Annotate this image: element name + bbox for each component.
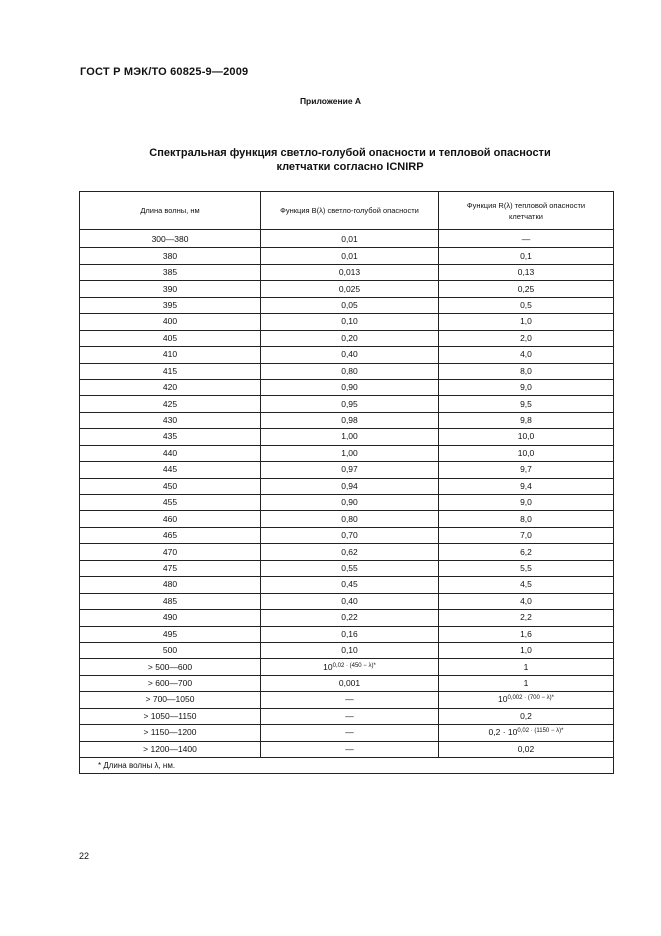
table-row — [80, 577, 614, 593]
cell-thermal-hazard: 1,0 — [439, 642, 614, 658]
cell-blue-hazard: 0,45 — [261, 577, 439, 593]
table-row — [80, 330, 614, 346]
cell-thermal-hazard: 8,0 — [439, 363, 614, 379]
cell-thermal-hazard: 6,2 — [439, 544, 614, 560]
table-row — [80, 511, 614, 527]
cell-wavelength: > 1050—1150 — [80, 708, 261, 724]
cell-thermal-hazard: 9,8 — [439, 412, 614, 428]
cell-wavelength: > 500—600 — [80, 659, 261, 675]
formula-base: 10 — [323, 661, 333, 672]
document-code: ГОСТ Р МЭК/ТО 60825-9—2009 — [80, 66, 249, 78]
table-row — [80, 281, 614, 297]
cell-thermal-hazard: 10,0 — [439, 445, 614, 461]
cell-blue-hazard: 0,90 — [261, 495, 439, 511]
cell-wavelength: 480 — [80, 577, 261, 593]
table-row — [80, 379, 614, 395]
cell-wavelength: 415 — [80, 363, 261, 379]
cell-thermal-hazard: 9,7 — [439, 462, 614, 478]
table-row — [80, 741, 614, 757]
cell-thermal-hazard: 1 — [439, 659, 614, 675]
cell-thermal-hazard: 4,0 — [439, 593, 614, 609]
table-row — [80, 725, 614, 741]
table-row — [80, 610, 614, 626]
table-row — [80, 445, 614, 461]
table-row — [80, 412, 614, 428]
header-thermal-hazard — [439, 192, 614, 230]
cell-blue-hazard: 0,80 — [261, 363, 439, 379]
cell-blue-hazard: 0,05 — [261, 297, 439, 313]
cell-blue-hazard: 0,22 — [261, 610, 439, 626]
table-row — [80, 544, 614, 560]
cell-blue-hazard: 0,40 — [261, 593, 439, 609]
cell-blue-hazard: 0,94 — [261, 478, 439, 494]
cell-thermal-hazard: 0,1 — [439, 248, 614, 264]
table-row — [80, 478, 614, 494]
cell-thermal-hazard: 0,25 — [439, 281, 614, 297]
table-row — [80, 396, 614, 412]
cell-wavelength: > 1150—1200 — [80, 725, 261, 741]
cell-wavelength: 420 — [80, 379, 261, 395]
cell-wavelength: 445 — [80, 462, 261, 478]
cell-thermal-hazard — [439, 725, 614, 741]
cell-blue-hazard: 0,001 — [261, 675, 439, 691]
cell-blue-hazard: — — [261, 725, 439, 741]
formula-base: 10 — [498, 694, 508, 705]
table-row — [80, 230, 614, 248]
cell-wavelength: 425 — [80, 396, 261, 412]
table-row — [80, 692, 614, 708]
cell-thermal-hazard: 5,5 — [439, 560, 614, 576]
formula-exponent: 0,02 · (1150 − λ)* — [517, 728, 564, 735]
cell-wavelength: 450 — [80, 478, 261, 494]
cell-wavelength: 500 — [80, 642, 261, 658]
cell-thermal-hazard: 4,0 — [439, 347, 614, 363]
cell-thermal-hazard: 9,4 — [439, 478, 614, 494]
cell-thermal-hazard: 0,02 — [439, 741, 614, 757]
footnote-row — [80, 758, 614, 774]
cell-thermal-hazard: 1,6 — [439, 626, 614, 642]
table-row — [80, 363, 614, 379]
cell-blue-hazard: 0,90 — [261, 379, 439, 395]
footnote: * Длина волны λ, нм. — [80, 758, 614, 774]
cell-blue-hazard: 0,10 — [261, 642, 439, 658]
cell-wavelength: > 1200—1400 — [80, 741, 261, 757]
cell-wavelength: 400 — [80, 314, 261, 330]
cell-blue-hazard: 0,01 — [261, 230, 439, 248]
cell-blue-hazard: — — [261, 708, 439, 724]
cell-blue-hazard: 0,62 — [261, 544, 439, 560]
cell-thermal-hazard: 9,0 — [439, 495, 614, 511]
cell-wavelength: 380 — [80, 248, 261, 264]
cell-wavelength: 465 — [80, 527, 261, 543]
table-row — [80, 593, 614, 609]
cell-wavelength: 385 — [80, 264, 261, 280]
header-blue-hazard: Функция B(λ) светло-голубой опасности — [261, 192, 439, 230]
cell-wavelength: > 700—1050 — [80, 692, 261, 708]
cell-thermal-hazard: 2,2 — [439, 610, 614, 626]
cell-wavelength: 475 — [80, 560, 261, 576]
cell-blue-hazard: 0,16 — [261, 626, 439, 642]
cell-blue-hazard: 0,55 — [261, 560, 439, 576]
table-row — [80, 527, 614, 543]
cell-wavelength: 440 — [80, 445, 261, 461]
cell-thermal-hazard: 8,0 — [439, 511, 614, 527]
cell-thermal-hazard: 0,5 — [439, 297, 614, 313]
table-row — [80, 462, 614, 478]
table-row — [80, 659, 614, 675]
cell-thermal-hazard: 2,0 — [439, 330, 614, 346]
cell-blue-hazard: 0,10 — [261, 314, 439, 330]
cell-wavelength: 460 — [80, 511, 261, 527]
cell-thermal-hazard: 1,0 — [439, 314, 614, 330]
table-row — [80, 708, 614, 724]
page-number: 22 — [79, 851, 90, 861]
table-row — [80, 495, 614, 511]
cell-thermal-hazard: 0,13 — [439, 264, 614, 280]
table-row — [80, 429, 614, 445]
table-row — [80, 642, 614, 658]
cell-blue-hazard: 0,97 — [261, 462, 439, 478]
cell-wavelength: 390 — [80, 281, 261, 297]
table-title — [100, 146, 600, 174]
cell-wavelength: 495 — [80, 626, 261, 642]
cell-blue-hazard: 0,20 — [261, 330, 439, 346]
cell-blue-hazard: 0,98 — [261, 412, 439, 428]
appendix-label: Приложение А — [299, 96, 362, 106]
cell-thermal-hazard: 1 — [439, 675, 614, 691]
table-row — [80, 297, 614, 313]
cell-thermal-hazard: 7,0 — [439, 527, 614, 543]
header-thermal-line-2: клетчатки — [509, 211, 543, 221]
cell-blue-hazard: — — [261, 692, 439, 708]
cell-blue-hazard: 1,00 — [261, 445, 439, 461]
cell-thermal-hazard: — — [439, 230, 614, 248]
table-row — [80, 248, 614, 264]
header-wavelength: Длина волны, нм — [80, 192, 261, 230]
cell-thermal-hazard: 4,5 — [439, 577, 614, 593]
cell-thermal-hazard — [439, 692, 614, 708]
cell-thermal-hazard: 9,5 — [439, 396, 614, 412]
cell-blue-hazard: 0,40 — [261, 347, 439, 363]
formula-base: 0,2 · 10 — [488, 727, 518, 738]
cell-wavelength: 455 — [80, 495, 261, 511]
cell-thermal-hazard: 9,0 — [439, 379, 614, 395]
cell-blue-hazard: — — [261, 741, 439, 757]
table-row — [80, 626, 614, 642]
cell-thermal-hazard: 10,0 — [439, 429, 614, 445]
cell-blue-hazard: 0,70 — [261, 527, 439, 543]
table-row — [80, 314, 614, 330]
cell-blue-hazard — [261, 659, 439, 675]
cell-blue-hazard: 0,01 — [261, 248, 439, 264]
cell-wavelength: 410 — [80, 347, 261, 363]
cell-blue-hazard: 0,80 — [261, 511, 439, 527]
table-body — [80, 230, 614, 774]
spectral-function-table — [79, 191, 614, 774]
cell-blue-hazard: 0,025 — [261, 281, 439, 297]
cell-wavelength: 430 — [80, 412, 261, 428]
cell-wavelength: 470 — [80, 544, 261, 560]
table-row — [80, 347, 614, 363]
table-row — [80, 675, 614, 691]
cell-wavelength: 490 — [80, 610, 261, 626]
cell-wavelength: 435 — [80, 429, 261, 445]
cell-wavelength: 485 — [80, 593, 261, 609]
cell-blue-hazard: 0,013 — [261, 264, 439, 280]
cell-wavelength: 300—380 — [80, 230, 261, 248]
header-thermal-line-1: Функция R(λ) тепловой опасности — [466, 200, 586, 210]
cell-blue-hazard: 0,95 — [261, 396, 439, 412]
cell-thermal-hazard: 0,2 — [439, 708, 614, 724]
title-line-1: Спектральная функция светло-голубой опасности и тепловой опасности — [149, 147, 551, 159]
cell-wavelength: > 600—700 — [80, 675, 261, 691]
title-line-2: клетчатки согласно ICNIRP — [276, 161, 424, 173]
table-row — [80, 264, 614, 280]
cell-wavelength: 395 — [80, 297, 261, 313]
table-row — [80, 560, 614, 576]
formula-exponent: 0,002 · (700 − λ)* — [507, 695, 554, 702]
formula-exponent: 0,02 · (450 − λ)* — [332, 662, 376, 669]
cell-blue-hazard: 1,00 — [261, 429, 439, 445]
cell-wavelength: 405 — [80, 330, 261, 346]
